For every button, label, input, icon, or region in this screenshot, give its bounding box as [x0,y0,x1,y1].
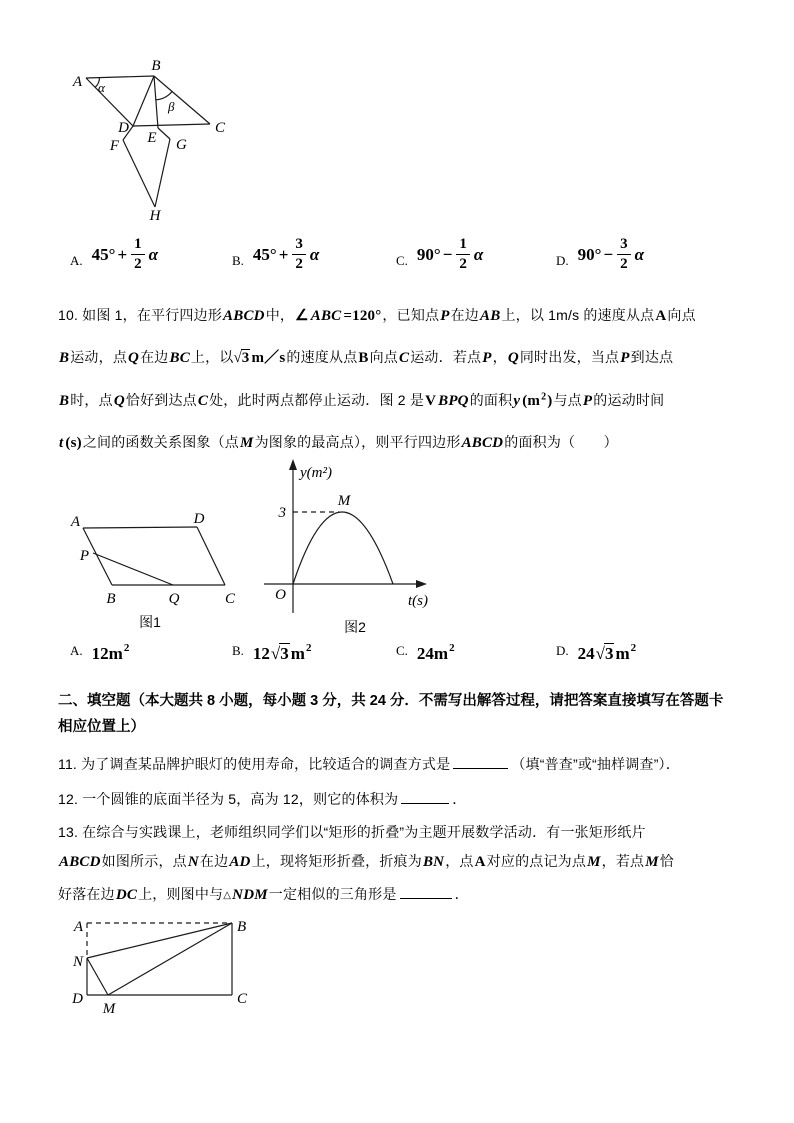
option-formula: 12 √3 m 2 [252,641,312,663]
q10-fig2-graph [258,455,440,640]
q9-option-a [70,236,159,272]
q9-option-d [556,236,645,272]
q9-label-B: B [151,58,161,74]
option-letter: D. [556,643,569,658]
fig1-label-P: P [79,548,89,564]
fig1-label-A: A [70,514,80,530]
q10-option-b [232,643,311,662]
option-letter: C. [396,643,408,658]
q10-text-line-3: B时，点Q恰好到达点C处，此时两点都停止运动．图 2 是V BPQ的面积y $(m^2)$与点P的运动时间 [59,391,665,409]
q12-text: 12. 一个圆锥的底面半径为 5，高为 12，则它的体积为 ． [58,786,758,812]
q9-label-E: E [147,130,157,146]
q10-options-row [0,643,794,671]
fig1-lines [83,527,225,585]
option-formula: 90° − $\frac{3}{2}$ α [577,236,645,272]
fig1-label-Q: Q [168,591,180,607]
q9-label-D: D [118,120,129,136]
q9-label-beta: β [168,99,175,114]
q13-text-line-3: 好落在边DC上，则图中与△NDM一定相似的三角形是 ． [58,881,758,909]
fig1-label-D: D [193,511,205,527]
q13-rectangle-figure [58,910,260,1015]
q9-geometry-figure [55,55,235,225]
option-formula: 12m 2 [91,641,130,663]
section2-header-line-2: 相应位置上） [58,719,145,735]
q13-solid-edges [87,923,232,995]
option-letter: D. [556,253,569,268]
option-formula: 45° + $\frac{3}{2}$ α [252,236,320,272]
option-letter: A. [70,253,83,268]
fig2-peak-label-M: M [337,493,351,509]
q9-label-G: G [176,137,187,153]
fig2-caption: 图2 [344,619,366,635]
option-letter: B. [232,643,244,658]
q9-label-A: A [72,74,82,90]
q10-option-a [70,643,129,662]
q10-option-d [556,643,636,662]
fig1-label-C: C [224,591,236,607]
fig2-y-axis-label: y(m²) [300,465,332,481]
q10-text-line-4: t (s)之间的函数关系图象（点M为图象的最高点），则平行四边形ABCD的面积为（ ） [59,434,618,451]
option-formula: 24 √3 m 2 [577,641,637,663]
q9-options-row [0,236,794,284]
option-formula: 24m 2 [416,641,455,663]
fig2-origin-O: O [275,587,286,603]
fig2-axes [264,467,420,613]
fig2-t-axis-label: t(s) [408,593,428,609]
fig1-label-B: B [106,591,116,607]
q13-label-B: B [237,919,247,935]
q10-text-line-1: 10. 如图 1，在平行四边形ABCD中，∠ ABC =120°，已知点P在边AB上，以 1m/s 的速度从点A向点 [58,307,696,324]
option-letter: A. [70,643,83,658]
q9-label-alpha: α [98,80,105,95]
t-axis-arrow [416,580,427,588]
q13-label-D: D [72,991,83,1007]
q13-label-N: N [72,954,83,970]
q13-text-line-1: 13. 在综合与实践课上，老师组织同学们以“矩形的折叠”为主题开展数学活动．有一张矩形纸片 [58,824,646,840]
fig2-ytick-3: 3 [278,505,286,521]
option-formula: 90° − $\frac{1}{2}$ α [416,236,484,272]
section2-header-line-1: 二、填空题（本大题共 8 小题，每小题 3 分，共 24 分．不需写出解答过程，请把答案直接填写在答题卡 [58,693,724,709]
q10-fig1-parallelogram [60,505,240,635]
fig1-caption: 图1 [139,614,161,630]
q9-label-F: F [109,138,119,154]
q13-text-line-2: ABCD如图所示，点N在边AD上，现将矩形折叠，折痕为BN，点A对应的点记为点M，若点M恰 [59,853,674,870]
q13-label-C: C [237,991,248,1007]
q13-label-A: A [73,919,83,935]
q9-option-b [232,236,320,272]
q9-label-C: C [215,120,226,136]
q13-label-M: M [102,1001,116,1017]
q10-option-c [396,643,455,662]
option-formula: 45° + $\frac{1}{2}$ α [91,236,159,272]
option-letter: B. [232,253,244,268]
area-curve [293,512,393,584]
q9-option-c [396,236,484,272]
q9-label-H: H [149,208,161,224]
option-letter: C. [396,253,408,268]
y-axis-arrow [289,459,297,470]
q10-text-line-2: B运动，点Q在边BC上，以√3 m／s的速度从点B向点C运动．若点P，Q同时出发，当点P到达点 [59,349,674,366]
q11-text: 11. 为了调查某品牌护眼灯的使用寿命，比较适合的调查方式是 （填“普查”或“抽样调查”）． [58,751,758,777]
